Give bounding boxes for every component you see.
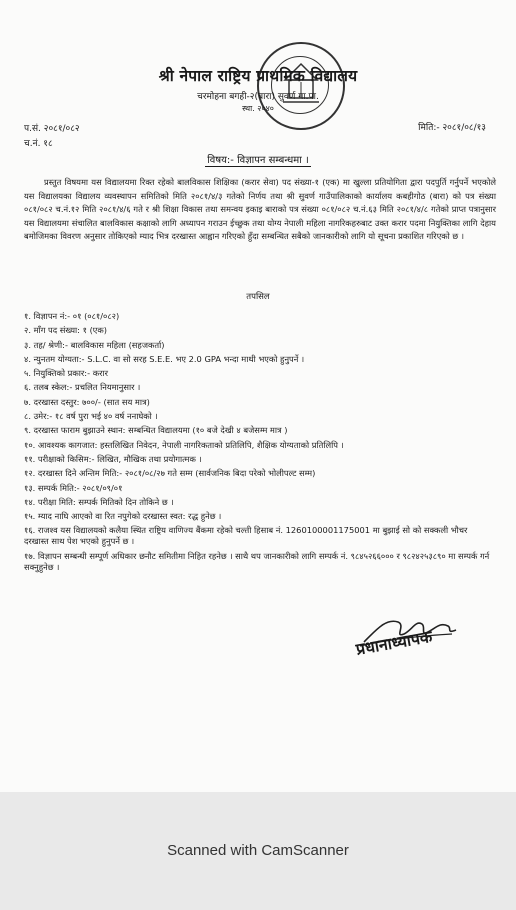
letter-date: मिति:- २०८१/०८/१३ — [418, 123, 486, 133]
list-item: ६. तलब स्केल:- प्रचलित नियमानुसार । — [24, 382, 141, 393]
patra-sankhya: प.सं. २०८१/०८२ — [24, 124, 80, 134]
list-item: ५. नियुक्तिको प्रकार:- करार — [24, 368, 109, 379]
list-item: १०. आवश्यक कागजात: हस्तलिखित निवेदन, नेपाली नागरिकताको प्रतिलिपि, शैक्षिक योग्यताको प्रतिलिपि । — [24, 439, 344, 450]
list-item: १६. राजश्व यस विद्यालयको कलैया स्थित राष्ट्रिय वाणिज्य बैंकमा रहेको चल्ती हिसाब नं. 1260100001175001 मा बुझाई सो को सक्कली भौचर दरखास्त साथ पेश भएको हुनुपर्ने छ । — [24, 525, 468, 547]
list-item: ११. परीक्षाको किसिम:- लिखित, मौखिक तथा प्रयोगात्मक । — [24, 453, 202, 464]
list-item: ४. न्युनतम योग्यता:- S.L.C. वा सो सरह S.E.E. भए 2.0 GPA भन्दा माथी भएको हुनुपर्ने । — [24, 353, 305, 364]
scanner-watermark-text: Scanned with CamScanner — [167, 842, 349, 859]
established-year: स्था. २०४० — [242, 104, 274, 113]
list-item: १३. सम्पर्क मिति:- २०८१/०९/०१ — [24, 482, 123, 493]
list-item: १२. दरखास्त दिने अन्तिम मिति:- २०८१/०८/२७ गते सम्म (सार्वजनिक बिदा परेको भोलीपल्ट सम्म) — [24, 468, 316, 479]
school-name: श्री नेपाल राष्ट्रिय प्राथमिक विद्यालय — [158, 67, 358, 85]
school-seal-stamp — [257, 42, 345, 130]
subject-text: विषय:- विज्ञापन सम्बन्धमा । — [207, 155, 309, 166]
list-item: ३. तह/ श्रेणी:- बालविकास महिला (सहजकर्ता) — [24, 339, 165, 350]
details-list — [24, 311, 494, 576]
list-item: १५. म्याद नाघि आएको वा रित नपुगेको दरखास्त स्वत: रद्ध हुनेछ । — [24, 511, 222, 522]
list-item: २. माँग पद संख्या: १ (एक) — [24, 325, 108, 336]
list-item: १४. परीक्षा मिति: सम्पर्क मितिको दिन तोकिने छ । — [24, 496, 174, 507]
school-address: चरमोहना बगही-२(बारा) सुवर्ण गा.पा. — [197, 92, 319, 102]
chalani-number: च.नं. १८ — [24, 139, 53, 149]
section-heading: तपसिल — [246, 292, 270, 302]
list-item: ७. दरखास्त दस्तुर: ७००/- (सात सय मात्र) — [24, 396, 150, 407]
notice-body: प्रस्तुत विषयमा यस विद्यालयमा रिक्त रहेको बालविकास शिक्षिका (करार सेवा) पद संख्या-१ (एक) मा खुल्ला प्रतियोगिता द्वारा पदपुर्ति गर्नुपर्ने भएकोले यस विद्यालयका विद्यालय व्यवस्थापन समितिको मिति २०८१/४/३ गतेको निर्णय तथा श्री सुवर्ण गाउँपालिकाको कार्यालय कबहीगोठ (बारा) को पत्र संख्या ०८१/०८२ च.नं.१२ मिति २०८१/४/६ गते र श्री शिक्षा विकास तथा समन्वय इकाइ बाराको पत्र संख्या ०८१/०८२ च.नं.६३ मिति २०८१/४/८ गतेको प्राप्त पत्रानुसार यस विद्यालयमा संचालित बालविकास कक्षाको लागि अध्यापन गराउन ईच्छुक तथा योग्य नेपाली महिला नागरिकहरुबाट उक्त करार पदमा नियुक्तिका लागि देहाय बमोजिमका विवरण अनुसार तोकिएको म्याद भित्र दरखास्त आह्वान गरिएको हुँदा सम्बन्धित सबैको जानकारीको लागि यो सूचना प्रकाशित गरिएको छ । — [24, 177, 496, 241]
list-item: ९. दरखास्त फाराम बुझाउने स्थान: सम्बन्धित विद्यालयमा (१० बजे देखी ४ बजेसम्म मात्र ) — [24, 425, 288, 436]
signatory-title: प्रधानाध्यापक — [354, 626, 434, 659]
list-item: १७. विज्ञापन सम्बन्धी सम्पूर्ण अधिकार छनौट समितीमा निहित रहनेछ । साथै थप जानकारीको लागि सम्पर्क नं. ९८४५२६६००० र ९८२४२५३८९० मा सम्पर्क गर्न सक्नुहुनेछ । — [24, 550, 490, 572]
subject-line — [0, 152, 516, 166]
list-item: १. विज्ञापन नं:- ०१ (०८१/०८२) — [24, 311, 120, 321]
list-item: ८. उमेर:- १८ वर्ष पुरा भई ४० वर्ष ननाघेको । — [24, 411, 158, 422]
